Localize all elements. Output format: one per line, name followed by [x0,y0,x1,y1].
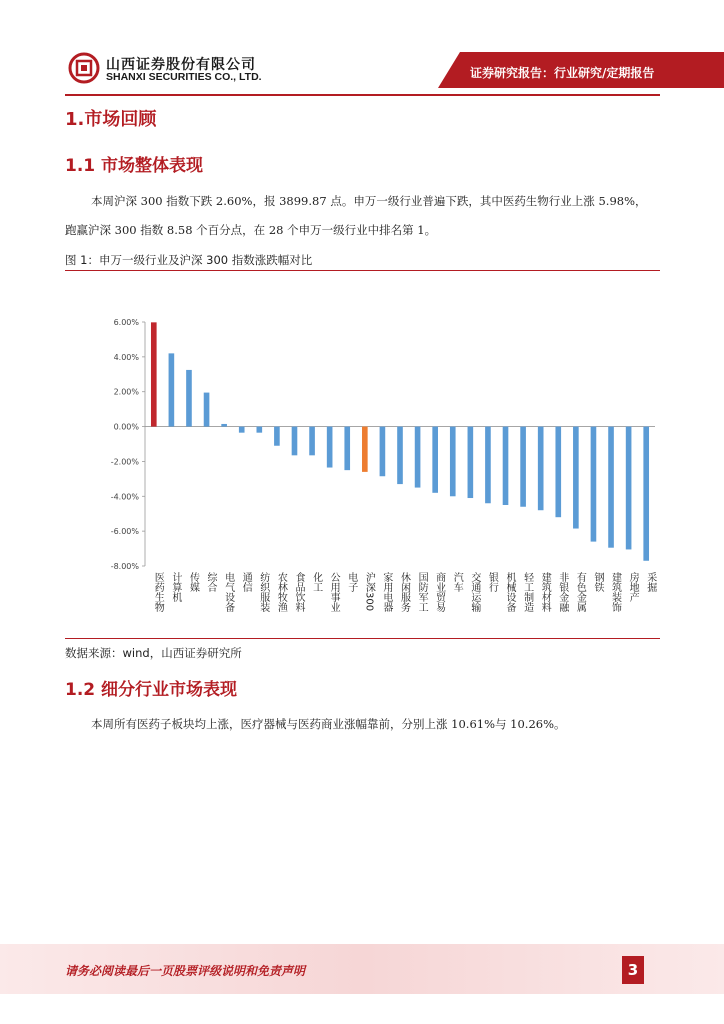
x-category-label: 交通运输 [468,572,480,612]
x-category-label: 汽车 [451,572,463,592]
bar-6 [256,427,262,433]
bar-11 [344,427,350,471]
subsection-heading-sub-industry: 1.2 细分行业市场表现 [65,680,238,700]
page-header [0,0,724,100]
figure-source: 数据来源：wind，山西证券研究所 [65,646,242,660]
bar-25 [591,427,597,542]
bar-3 [204,393,210,427]
subsection-heading-overall: 1.1 市场整体表现 [65,156,204,176]
company-name-en: SHANXI SECURITIES CO., LTD. [106,71,262,83]
x-category-label: 纺织服装 [257,572,269,612]
bar-26 [608,427,614,548]
x-category-label: 公用事业 [328,572,340,612]
x-category-label: 非银金融 [556,572,568,612]
bar-28 [643,427,649,561]
bar-17 [450,427,456,497]
industry-return-bar-chart [65,272,660,636]
bar-20 [503,427,509,505]
bar-1 [169,353,175,426]
bar-18 [468,427,474,498]
x-category-label: 综合 [205,572,217,592]
x-category-label: 建筑材料 [539,572,551,612]
figure-bottom-rule [65,638,660,639]
x-category-label: 商业贸易 [433,572,445,612]
x-category-label: 机械设备 [504,572,516,612]
x-category-label: 国防军工 [416,572,428,612]
section-heading-market-review: 1.市场回顾 [65,109,157,130]
x-category-label: 农林牧渔 [275,572,287,612]
bar-0 [151,322,157,426]
y-tick-label: -8.00% [110,562,139,571]
bar-15 [415,427,421,488]
y-tick-label: -4.00% [110,492,139,502]
y-tick-label: -2.00% [110,457,139,467]
x-category-label: 电子 [345,572,357,592]
y-tick-label: 6.00% [113,318,139,327]
y-tick-label: -6.00% [110,527,139,537]
x-category-label: 采掘 [644,572,656,592]
header-divider [65,94,660,96]
figure-title: 图 1：申万一级行业及沪深 300 指数涨跌幅对比 [65,253,313,267]
x-category-label: 通信 [240,572,252,592]
x-category-label: 银行 [486,572,498,592]
x-category-label: 钢铁 [591,572,603,592]
x-category-label: 计算机 [169,572,181,602]
bar-21 [520,427,526,507]
y-tick-label: 2.00% [113,387,139,397]
bar-14 [397,427,403,485]
bar-4 [221,424,227,427]
y-tick-label: 4.00% [113,352,139,362]
paragraph-sub-industry: 本周所有医药子板块均上涨，医疗器械与医药商业涨幅靠前，分别上涨 10.61%与 10.26%。 [91,717,566,731]
bar-13 [380,427,386,477]
x-category-label: 沪深300 [363,572,375,612]
page-number: 3 [622,956,644,984]
company-logo-icon [68,52,100,84]
bar-27 [626,427,632,550]
x-category-label: 医药生物 [152,572,164,612]
figure-top-rule [65,270,660,271]
bar-2 [186,370,192,427]
x-category-label: 食品饮料 [292,572,304,612]
footer-disclaimer: 请务必阅读最后一页股票评级说明和免责声明 [65,964,306,978]
x-category-label: 有色金属 [574,572,586,612]
report-type-label: 证券研究报告：行业研究/定期报告 [470,66,655,80]
y-tick-label: 0.00% [113,422,139,432]
bar-19 [485,427,491,504]
x-category-label: 房地产 [627,572,639,602]
x-category-label: 电气设备 [222,572,234,612]
bar-24 [573,427,579,529]
x-category-label: 建筑装饰 [609,572,621,612]
bar-16 [432,427,438,493]
bar-22 [538,427,544,511]
bar-10 [327,427,333,468]
bar-8 [292,427,298,456]
bar-12 [362,427,368,472]
x-category-label: 传媒 [187,572,199,592]
x-category-label: 休闲服务 [398,572,410,612]
paragraph-overall-line2: 跑赢沪深 300 指数 8.58 个百分点，在 28 个申万一级行业中排名第 1。 [65,223,437,237]
company-name-cn: 山西证券股份有限公司 [106,57,256,73]
bar-9 [309,427,315,456]
x-category-label: 轻工制造 [521,572,533,612]
paragraph-overall-line1: 本周沪深 300 指数下跌 2.60%，报 3899.87 点。申万一级行业普遍下跌，其中医药生物行业上涨 5.98%， [91,194,647,208]
x-category-label: 化工 [310,572,322,592]
bar-5 [239,427,245,433]
bar-7 [274,427,280,446]
bar-23 [555,427,561,518]
x-category-label: 家用电器 [380,572,392,612]
